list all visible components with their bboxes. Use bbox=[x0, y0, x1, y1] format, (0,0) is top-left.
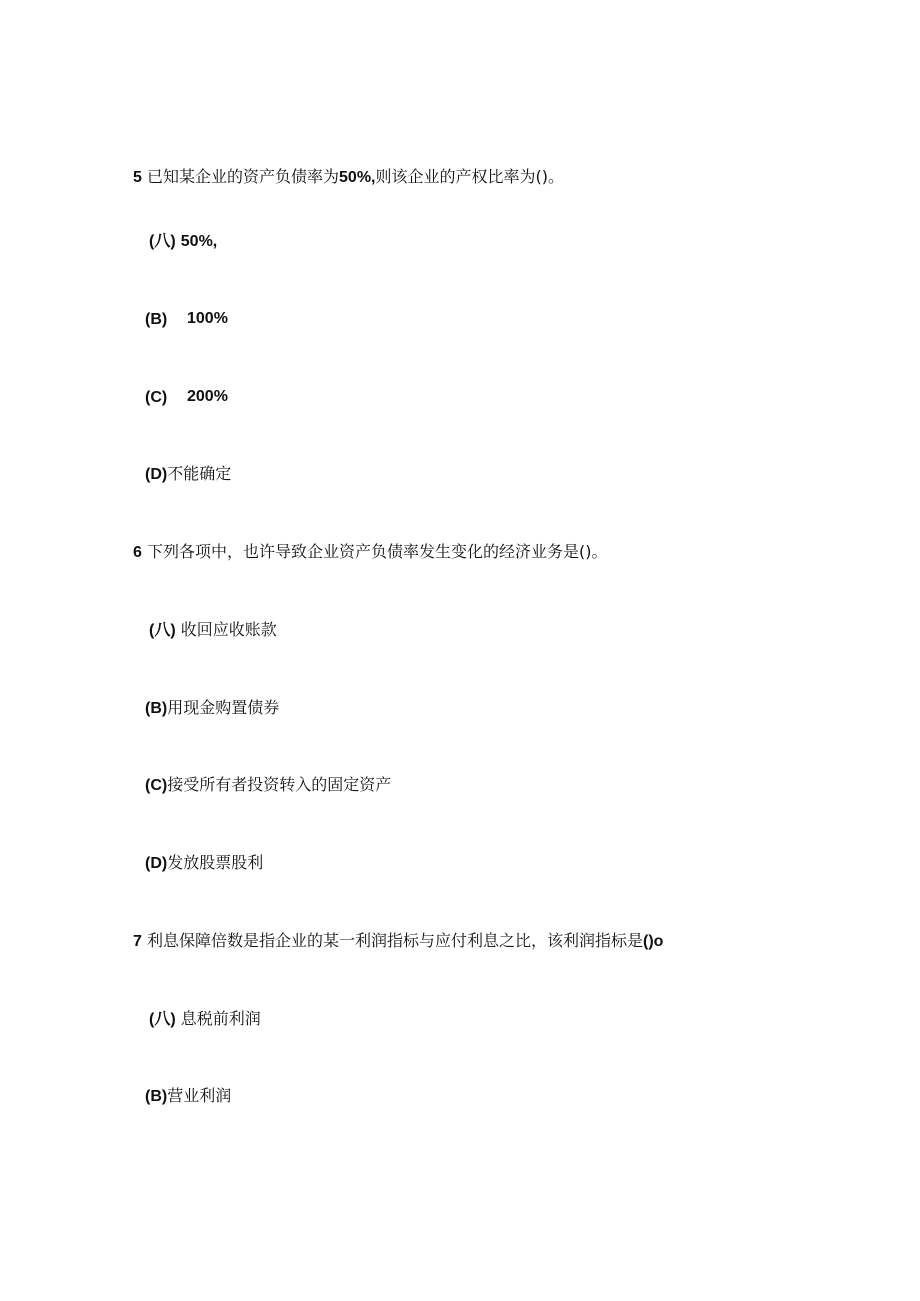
option-c bbox=[145, 775, 391, 796]
option-label: (八) bbox=[149, 622, 176, 639]
option-text: 50%, bbox=[180, 233, 218, 250]
option-a bbox=[149, 231, 217, 252]
option-label: (B) bbox=[145, 311, 168, 328]
option-text: 营业利润 bbox=[167, 1086, 232, 1105]
question-7 bbox=[133, 931, 663, 952]
question-stem: 利息保障倍数是指企业的某一利润指标与应付利息之比，该利润指标是 bbox=[147, 931, 644, 950]
option-d bbox=[145, 464, 231, 485]
question-6 bbox=[133, 542, 608, 563]
question-stem-bold: 50%, bbox=[339, 169, 376, 186]
question-5 bbox=[133, 167, 564, 188]
option-b bbox=[145, 1086, 231, 1107]
option-label: (B) bbox=[145, 700, 168, 717]
question-stem-tail: 则该企业的产权比率为()。 bbox=[375, 167, 564, 186]
option-label: (D) bbox=[145, 466, 168, 483]
option-text: 不能确定 bbox=[167, 464, 232, 483]
option-d bbox=[145, 853, 263, 874]
question-number: 6 bbox=[133, 544, 142, 561]
option-text: 100% bbox=[187, 310, 228, 327]
option-a bbox=[149, 620, 277, 641]
option-label: (C) bbox=[145, 777, 168, 794]
question-stem-tail: ()o bbox=[643, 933, 664, 950]
option-label: (D) bbox=[145, 855, 168, 872]
option-text: 息税前利润 bbox=[180, 1009, 261, 1028]
option-text: 收回应收账款 bbox=[180, 620, 277, 639]
option-label: (B) bbox=[145, 1088, 168, 1105]
option-text: 发放股票股利 bbox=[167, 853, 264, 872]
option-label: (八) bbox=[149, 233, 176, 250]
option-label: (八) bbox=[149, 1011, 176, 1028]
option-text: 接受所有者投资转入的固定资产 bbox=[167, 775, 392, 794]
question-stem: 下列各项中，也许导致企业资产负债率发生变化的经济业务是()。 bbox=[147, 542, 608, 561]
option-label: (C) bbox=[145, 389, 168, 406]
option-b bbox=[145, 698, 279, 719]
option-text: 200% bbox=[187, 388, 228, 405]
question-number: 7 bbox=[133, 933, 142, 950]
question-stem: 已知某企业的资产负债率为 bbox=[147, 167, 340, 186]
question-number: 5 bbox=[133, 169, 142, 186]
option-a bbox=[149, 1009, 261, 1030]
option-text: 用现金购置债券 bbox=[167, 698, 280, 717]
option-c bbox=[145, 387, 345, 408]
option-b bbox=[145, 309, 345, 330]
